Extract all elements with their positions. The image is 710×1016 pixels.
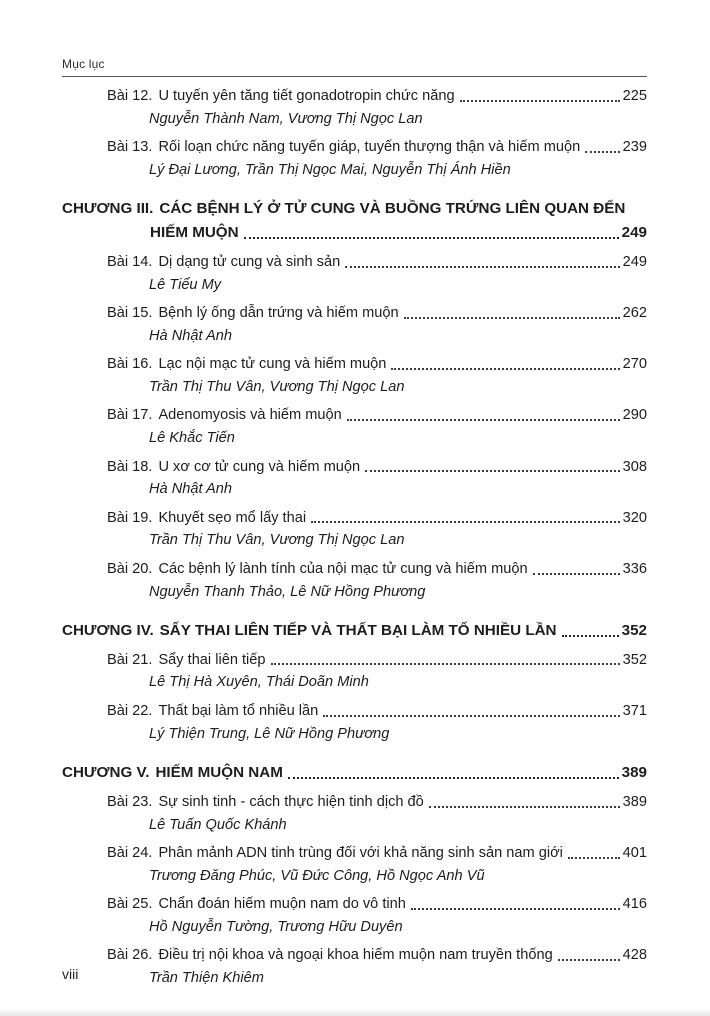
dot-leader bbox=[558, 959, 620, 961]
entry-title: Khuyết sẹo mổ lấy thai bbox=[158, 509, 307, 526]
entry-number: Bài 21. bbox=[107, 651, 153, 668]
entry-title: Rối loạn chức năng tuyến giáp, tuyến thượng thận và hiếm muộn bbox=[158, 139, 581, 156]
dot-leader bbox=[323, 715, 619, 717]
chapter-title: HIẾM MUỘN NAM bbox=[155, 764, 283, 782]
entry-page-number: 352 bbox=[622, 651, 647, 668]
toc-entry-row bbox=[107, 87, 647, 106]
toc-entry-row bbox=[107, 458, 647, 477]
entry-page-number: 225 bbox=[622, 88, 647, 104]
dot-leader bbox=[391, 368, 619, 370]
dot-leader bbox=[244, 237, 619, 239]
scan-shadow-edge bbox=[0, 1009, 710, 1016]
entry-number: Bài 18. bbox=[107, 458, 153, 475]
chapter-number: CHƯƠNG IV. bbox=[62, 622, 154, 640]
entry-page-number: 371 bbox=[622, 702, 647, 719]
entry-authors: Nguyễn Thành Nam, Vương Thị Ngọc Lan bbox=[149, 110, 423, 127]
entry-page-number: 308 bbox=[622, 458, 647, 475]
chapter-page-number: 352 bbox=[621, 622, 647, 640]
entry-title: U tuyến yên tăng tiết gonadotropin chức năng bbox=[158, 88, 455, 104]
page-number-footer: viii bbox=[62, 966, 79, 982]
entry-page-number: 249 bbox=[622, 253, 647, 270]
chapter-line-2 bbox=[150, 223, 647, 243]
entry-number: Bài 24. bbox=[107, 845, 153, 862]
dot-leader bbox=[288, 777, 619, 779]
chapter-line-1 bbox=[62, 621, 647, 641]
entry-page-number: 416 bbox=[622, 896, 647, 913]
dot-leader bbox=[411, 908, 620, 910]
entry-page-number: 239 bbox=[622, 139, 647, 156]
entry-page-number: 270 bbox=[622, 356, 647, 373]
chapter-title: CÁC BỆNH LÝ Ở TỬ CUNG VÀ BUỒNG TRỨNG LIÊN QUAN ĐẾN bbox=[159, 200, 626, 218]
running-header: Mục lục bbox=[62, 57, 105, 71]
chapter-heading bbox=[62, 621, 647, 641]
entry-authors: Trương Đăng Phúc, Vũ Đức Công, Hồ Ngọc Anh Vũ bbox=[149, 867, 485, 884]
entry-title: Lạc nội mạc tử cung và hiếm muộn bbox=[158, 356, 387, 373]
entry-authors: Lê Khắc Tiến bbox=[149, 430, 235, 447]
entry-page-number: 428 bbox=[622, 947, 647, 964]
dot-leader bbox=[562, 635, 619, 637]
entry-authors: Lý Đại Lương, Trần Thị Ngọc Mai, Nguyễn Thị Ánh Hiền bbox=[149, 161, 511, 178]
entry-authors: Lý Thiện Trung, Lê Nữ Hồng Phương bbox=[149, 725, 390, 742]
toc-entry-row bbox=[107, 406, 647, 425]
dot-leader bbox=[347, 419, 620, 421]
entry-authors: Lê Tiểu My bbox=[149, 276, 222, 293]
entry-page-number: 320 bbox=[622, 509, 647, 526]
chapter-heading bbox=[62, 763, 647, 783]
entry-authors: Lê Thị Hà Xuyên, Thái Doãn Minh bbox=[149, 674, 369, 691]
toc-entry-row bbox=[107, 844, 647, 863]
entry-number: Bài 12. bbox=[107, 88, 153, 104]
entry-page-number: 401 bbox=[622, 845, 647, 862]
toc-entry-row bbox=[107, 355, 647, 374]
entry-title: Bệnh lý ống dẫn trứng và hiếm muộn bbox=[158, 305, 399, 322]
chapter-number: CHƯƠNG V. bbox=[62, 764, 150, 782]
toc-content bbox=[62, 57, 647, 988]
dot-leader bbox=[365, 470, 620, 472]
chapter-line-1 bbox=[62, 763, 647, 783]
entry-title: Thất bại làm tổ nhiều lần bbox=[158, 702, 319, 719]
entry-number: Bài 22. bbox=[107, 702, 153, 719]
dot-leader bbox=[404, 317, 620, 319]
entry-authors: Nguyễn Thanh Thảo, Lê Nữ Hồng Phương bbox=[149, 583, 426, 600]
entry-number: Bài 19. bbox=[107, 509, 153, 526]
toc-entry-row bbox=[107, 946, 647, 965]
toc-entry-row bbox=[107, 138, 647, 157]
dot-leader bbox=[585, 151, 619, 153]
dot-leader bbox=[429, 806, 620, 808]
chapter-title: SẨY THAI LIÊN TIẾP VÀ THẤT BẠI LÀM TỔ NHIỀU LẦN bbox=[159, 622, 557, 640]
toc-entry-row bbox=[107, 793, 647, 812]
entry-page-number: 262 bbox=[622, 305, 647, 322]
entry-title: Các bệnh lý lành tính của nội mạc tử cung và hiếm muộn bbox=[158, 560, 528, 577]
chapter-heading bbox=[62, 199, 647, 243]
dot-leader bbox=[271, 663, 620, 665]
toc-entry-row bbox=[107, 895, 647, 914]
toc-entry-row bbox=[107, 253, 647, 272]
entry-title: Phân mảnh ADN tinh trùng đối với khả năng sinh sản nam giới bbox=[158, 845, 563, 862]
entry-authors: Trần Thị Thu Vân, Vương Thị Ngọc Lan bbox=[149, 378, 405, 395]
entry-title: Adenomyosis và hiếm muộn bbox=[158, 407, 342, 424]
entry-authors: Lê Tuấn Quốc Khánh bbox=[149, 816, 287, 833]
entry-title: Sự sinh tinh - cách thực hiện tinh dịch đồ bbox=[158, 793, 424, 810]
entry-authors: Hồ Nguyễn Tường, Trương Hữu Duyên bbox=[149, 918, 403, 935]
entry-number: Bài 23. bbox=[107, 793, 153, 810]
entry-title: U xơ cơ tử cung và hiếm muộn bbox=[158, 458, 361, 475]
chapter-page-number: 389 bbox=[621, 764, 647, 782]
dot-leader bbox=[568, 857, 620, 859]
chapter-page-number: 249 bbox=[621, 224, 647, 242]
toc-entry-row bbox=[107, 560, 647, 579]
entry-number: Bài 16. bbox=[107, 356, 153, 373]
entry-number: Bài 25. bbox=[107, 896, 153, 913]
entry-authors: Hà Nhật Anh bbox=[149, 481, 233, 498]
entry-title: Dị dạng tử cung và sinh sản bbox=[158, 253, 341, 270]
entry-authors: Trần Thiện Khiêm bbox=[149, 970, 264, 987]
entry-title: Sẩy thai liên tiếp bbox=[158, 651, 266, 668]
dot-leader bbox=[460, 100, 620, 102]
entry-page-number: 389 bbox=[622, 793, 647, 810]
chapter-line-1 bbox=[62, 199, 647, 219]
entry-title: Chẩn đoán hiếm muộn nam do vô tinh bbox=[158, 896, 406, 913]
entry-number: Bài 20. bbox=[107, 560, 153, 577]
entry-page-number: 336 bbox=[622, 560, 647, 577]
entry-number: Bài 26. bbox=[107, 947, 153, 964]
entry-title: Điều trị nội khoa và ngoại khoa hiếm muộn nam truyền thống bbox=[158, 947, 553, 964]
dot-leader bbox=[533, 573, 620, 575]
chapter-number: CHƯƠNG III. bbox=[62, 200, 154, 218]
toc-entry-row bbox=[107, 304, 647, 323]
toc-entry-row bbox=[107, 651, 647, 670]
chapter-title-continued: HIẾM MUỘN bbox=[150, 224, 239, 242]
entry-number: Bài 14. bbox=[107, 253, 153, 270]
dot-leader bbox=[345, 266, 619, 268]
toc-entry-row bbox=[107, 702, 647, 721]
entry-number: Bài 13. bbox=[107, 139, 153, 156]
header-rule bbox=[62, 76, 647, 77]
entry-authors: Hà Nhật Anh bbox=[149, 327, 233, 344]
toc-entry-row bbox=[107, 509, 647, 528]
entry-number: Bài 15. bbox=[107, 305, 153, 322]
entry-authors: Trần Thị Thu Vân, Vương Thị Ngọc Lan bbox=[149, 532, 405, 549]
entry-page-number: 290 bbox=[622, 407, 647, 424]
entry-number: Bài 17. bbox=[107, 407, 153, 424]
dot-leader bbox=[311, 521, 620, 523]
